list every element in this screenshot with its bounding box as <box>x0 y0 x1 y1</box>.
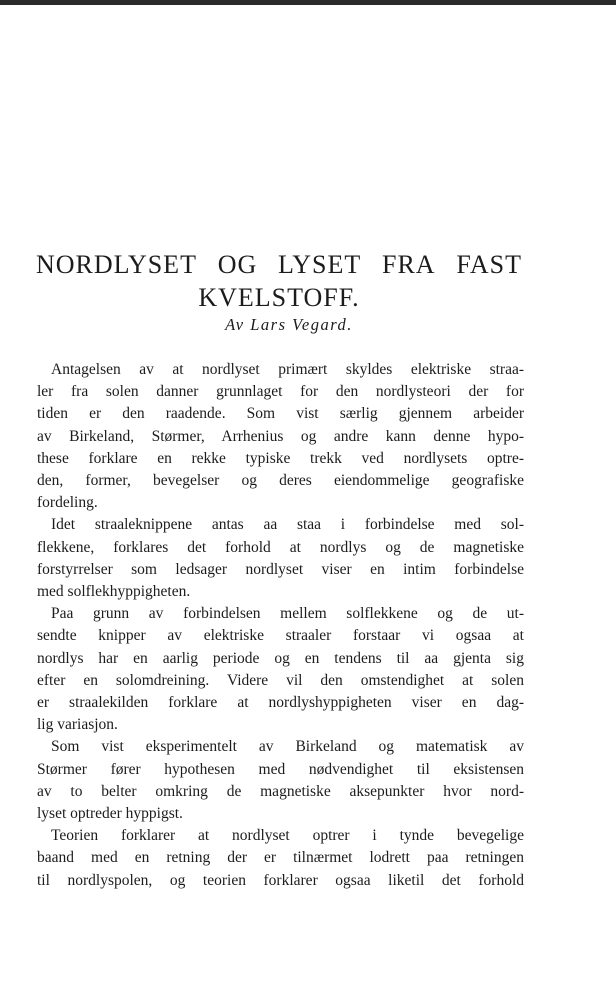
title-line-1 <box>36 248 522 281</box>
title-line-2: KVELSTOFF. <box>198 283 360 312</box>
text-line: flekkene, forklares det forhold at nordlys og de magnetiske <box>37 538 524 556</box>
text-line: Antagelsen av at nordlyset primært skyldes elektriske straa- <box>51 361 524 378</box>
title-word: FRA <box>382 250 436 279</box>
text-line: Paa grunn av forbindelsen mellem solflekkene og de ut- <box>51 605 524 623</box>
author-byline: Av Lars Vegard. <box>225 315 353 334</box>
title-word: LYSET <box>277 250 362 279</box>
text-line: er straalekilden forklare at nordlyshyppigheten viser en dag- <box>37 694 524 712</box>
text-line: med solflekhyppigheten. <box>37 583 191 601</box>
text-line: til nordlyspolen, og teorien forklarer ogsaa liketil det forhold <box>37 871 524 889</box>
body-text <box>37 359 524 892</box>
text-line: Idet straaleknippene antas aa staa i forbindelse med sol- <box>51 516 524 534</box>
text-line: these forklare en rekke typiske trekk ved nordlysets optre- <box>37 449 524 467</box>
article-title <box>36 248 522 314</box>
title-word: OG <box>217 250 258 279</box>
text-line: lyset optreder hyppigst. <box>37 805 183 823</box>
text-line: Størmer fører hypothesen med nødvendighet til eksistensen <box>37 760 524 778</box>
text-line: lig variasjon. <box>37 716 118 734</box>
text-line: Som vist eksperimentelt av Birkeland og matematisk av <box>51 738 524 756</box>
text-line: nordlys har en aarlig periode og en tendens til aa gjenta sig <box>37 649 524 667</box>
text-line: efter en solomdreining. Videre vil den omstendighet at solen <box>37 671 524 689</box>
text-line: tiden er den raadende. Som vist særlig gjennem arbeider <box>37 405 524 423</box>
top-rule <box>0 0 616 5</box>
text-line: ler fra solen danner grunnlaget for den nordlysteori der for <box>37 383 524 401</box>
text-line: baand med en retning der er tilnærmet lodrett paa retningen <box>37 849 524 867</box>
text-line: forstyrrelser som ledsager nordlyset viser en intim forbindelse <box>37 560 524 578</box>
title-word: NORDLYSET <box>36 250 197 279</box>
text-line: fordeling. <box>37 494 98 512</box>
text-line: den, former, bevegelser og deres eiendommelige geografiske <box>37 472 524 490</box>
title-word: FAST <box>456 250 522 279</box>
text-line: av to belter omkring de magnetiske aksepunkter hvor nord- <box>37 782 524 800</box>
text-line: av Birkeland, Størmer, Arrhenius og andre kann denne hypo- <box>37 427 524 445</box>
text-line: sendte knipper av elektriske straaler forstaar vi ogsaa at <box>37 627 524 645</box>
text-line: Teorien forklarer at nordlyset optrer i tynde bevegelige <box>51 827 524 845</box>
